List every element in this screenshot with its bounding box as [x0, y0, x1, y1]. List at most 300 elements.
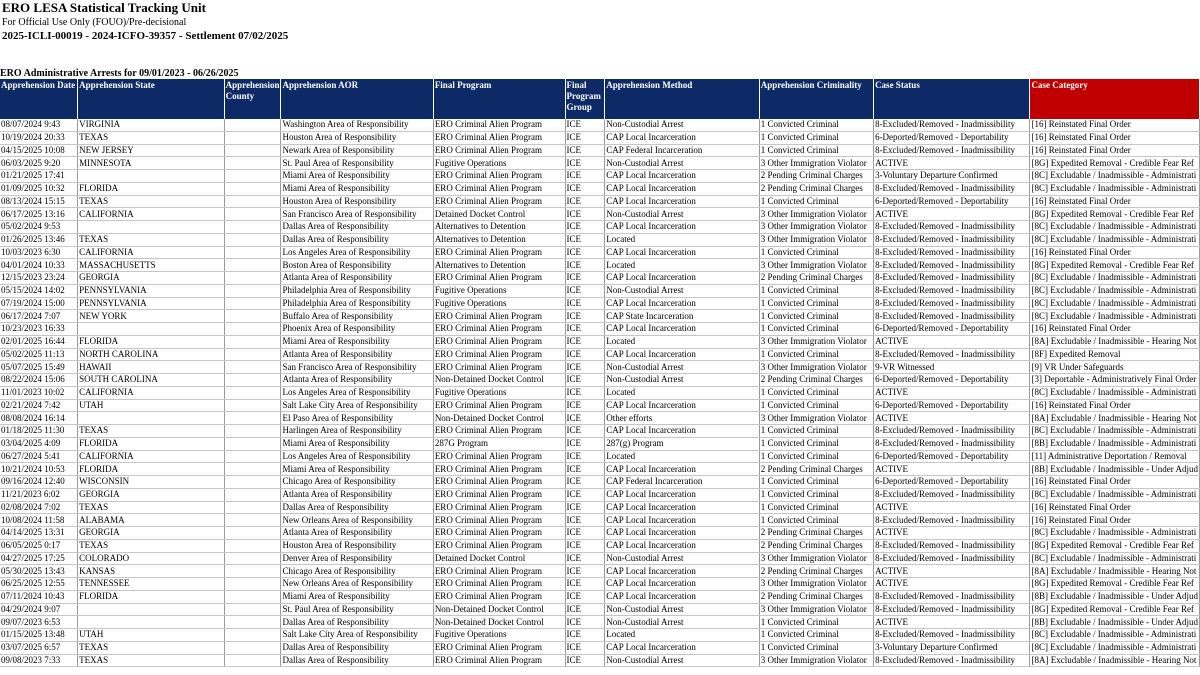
date-cell[interactable]: 09/07/2023 6:53	[0, 616, 78, 629]
county-cell[interactable]	[224, 425, 281, 438]
date-cell[interactable]: 01/09/2025 10:32	[0, 182, 78, 195]
table-row[interactable]	[0, 221, 1200, 234]
program-group-cell[interactable]: ICE	[565, 641, 605, 654]
program-group-cell[interactable]: ICE	[565, 450, 605, 463]
state-cell[interactable]: CALIFORNIA	[78, 386, 224, 399]
method-cell[interactable]: Located	[605, 450, 760, 463]
program-cell[interactable]: Detained Docket Control	[433, 208, 565, 221]
method-cell[interactable]: Located	[605, 233, 760, 246]
method-cell[interactable]: Non-Custodial Arrest	[605, 603, 760, 616]
program-cell[interactable]: ERO Criminal Alien Program	[433, 144, 565, 157]
program-cell[interactable]: Detained Docket Control	[433, 552, 565, 565]
state-cell[interactable]	[78, 221, 224, 234]
method-cell[interactable]: CAP Local Incarceration	[605, 514, 760, 527]
state-cell[interactable]: TEXAS	[78, 425, 224, 438]
program-cell[interactable]: ERO Criminal Alien Program	[433, 590, 565, 603]
program-cell[interactable]: ERO Criminal Alien Program	[433, 578, 565, 591]
aor-cell[interactable]: Washington Area of Responsibility	[281, 119, 433, 131]
aor-cell[interactable]: El Paso Area of Responsibility	[281, 412, 433, 425]
method-cell[interactable]: Non-Custodial Arrest	[605, 552, 760, 565]
criminality-cell[interactable]: 1 Convicted Criminal	[759, 450, 873, 463]
table-row[interactable]	[0, 514, 1200, 527]
category-cell[interactable]: [8A] Excludable / Inadmissible - Hearing Not	[1030, 335, 1200, 348]
program-cell[interactable]: ERO Criminal Alien Program	[433, 335, 565, 348]
date-cell[interactable]: 06/25/2025 12:55	[0, 578, 78, 591]
program-cell[interactable]: ERO Criminal Alien Program	[433, 527, 565, 540]
status-cell[interactable]: ACTIVE	[874, 527, 1030, 540]
category-cell[interactable]: [8C] Excludable / Inadmissible - Administrati	[1030, 641, 1200, 654]
county-cell[interactable]	[224, 476, 281, 489]
program-cell[interactable]: ERO Criminal Alien Program	[433, 348, 565, 361]
status-cell[interactable]: 8-Excluded/Removed - Inadmissibility	[874, 603, 1030, 616]
county-cell[interactable]	[224, 157, 281, 170]
date-cell[interactable]: 08/08/2024 16:14	[0, 412, 78, 425]
date-cell[interactable]: 01/21/2025 17:41	[0, 170, 78, 183]
county-cell[interactable]	[224, 565, 281, 578]
program-group-cell[interactable]: ICE	[565, 361, 605, 374]
criminality-cell[interactable]: 3 Other Immigration Violator	[759, 578, 873, 591]
date-cell[interactable]: 04/29/2024 9:07	[0, 603, 78, 616]
status-cell[interactable]: 6-Deported/Removed - Deportability	[874, 195, 1030, 208]
state-cell[interactable]: GEORGIA	[78, 488, 224, 501]
program-cell[interactable]: ERO Criminal Alien Program	[433, 450, 565, 463]
aor-cell[interactable]: Atlanta Area of Responsibility	[281, 348, 433, 361]
date-cell[interactable]: 07/19/2024 15:00	[0, 297, 78, 310]
date-cell[interactable]: 08/13/2024 15:15	[0, 195, 78, 208]
col-header-apprehension-criminality[interactable]: Apprehension Criminality	[759, 79, 873, 119]
status-cell[interactable]: 8-Excluded/Removed - Inadmissibility	[874, 246, 1030, 259]
state-cell[interactable]: TEXAS	[78, 233, 224, 246]
aor-cell[interactable]: Houston Area of Responsibility	[281, 195, 433, 208]
county-cell[interactable]	[224, 170, 281, 183]
date-cell[interactable]: 06/05/2025 0:17	[0, 539, 78, 552]
state-cell[interactable]: TENNESSEE	[78, 578, 224, 591]
state-cell[interactable]: FLORIDA	[78, 590, 224, 603]
aor-cell[interactable]: Boston Area of Responsibility	[281, 259, 433, 272]
aor-cell[interactable]: Atlanta Area of Responsibility	[281, 272, 433, 285]
criminality-cell[interactable]: 3 Other Immigration Violator	[759, 361, 873, 374]
county-cell[interactable]	[224, 629, 281, 642]
program-cell[interactable]: ERO Criminal Alien Program	[433, 361, 565, 374]
table-row[interactable]	[0, 488, 1200, 501]
criminality-cell[interactable]: 1 Convicted Criminal	[759, 297, 873, 310]
status-cell[interactable]: 8-Excluded/Removed - Inadmissibility	[874, 272, 1030, 285]
status-cell[interactable]: ACTIVE	[874, 565, 1030, 578]
table-row[interactable]	[0, 208, 1200, 221]
criminality-cell[interactable]: 2 Pending Criminal Charges	[759, 590, 873, 603]
method-cell[interactable]: CAP Federal Incarceration	[605, 144, 760, 157]
date-cell[interactable]: 10/23/2023 16:33	[0, 323, 78, 336]
criminality-cell[interactable]: 2 Pending Criminal Charges	[759, 374, 873, 387]
status-cell[interactable]: ACTIVE	[874, 208, 1030, 221]
method-cell[interactable]: 287(g) Program	[605, 437, 760, 450]
aor-cell[interactable]: Philadelphia Area of Responsibility	[281, 284, 433, 297]
program-group-cell[interactable]: ICE	[565, 386, 605, 399]
table-row[interactable]	[0, 590, 1200, 603]
criminality-cell[interactable]: 2 Pending Criminal Charges	[759, 170, 873, 183]
county-cell[interactable]	[224, 131, 281, 144]
criminality-cell[interactable]: 3 Other Immigration Violator	[759, 412, 873, 425]
state-cell[interactable]: TEXAS	[78, 641, 224, 654]
criminality-cell[interactable]: 1 Convicted Criminal	[759, 501, 873, 514]
status-cell[interactable]: 6-Deported/Removed - Deportability	[874, 450, 1030, 463]
program-group-cell[interactable]: ICE	[565, 374, 605, 387]
method-cell[interactable]: Non-Custodial Arrest	[605, 284, 760, 297]
criminality-cell[interactable]: 2 Pending Criminal Charges	[759, 182, 873, 195]
category-cell[interactable]: [8G] Expedited Removal - Credible Fear Ref	[1030, 539, 1200, 552]
status-cell[interactable]: 8-Excluded/Removed - Inadmissibility	[874, 590, 1030, 603]
table-row[interactable]	[0, 425, 1200, 438]
date-cell[interactable]: 08/22/2024 15:06	[0, 374, 78, 387]
table-row[interactable]	[0, 629, 1200, 642]
status-cell[interactable]: ACTIVE	[874, 616, 1030, 629]
status-cell[interactable]: 6-Deported/Removed - Deportability	[874, 476, 1030, 489]
aor-cell[interactable]: San Francisco Area of Responsibility	[281, 361, 433, 374]
program-group-cell[interactable]: ICE	[565, 488, 605, 501]
state-cell[interactable]: MINNESOTA	[78, 157, 224, 170]
method-cell[interactable]: CAP Local Incarceration	[605, 195, 760, 208]
method-cell[interactable]: CAP Local Incarceration	[605, 399, 760, 412]
method-cell[interactable]: CAP Local Incarceration	[605, 182, 760, 195]
program-cell[interactable]: ERO Criminal Alien Program	[433, 131, 565, 144]
status-cell[interactable]: 8-Excluded/Removed - Inadmissibility	[874, 654, 1030, 667]
status-cell[interactable]: 6-Deported/Removed - Deportability	[874, 374, 1030, 387]
category-cell[interactable]: [16] Reinstated Final Order	[1030, 399, 1200, 412]
state-cell[interactable]	[78, 412, 224, 425]
program-cell[interactable]: Fugitive Operations	[433, 284, 565, 297]
table-row[interactable]	[0, 450, 1200, 463]
status-cell[interactable]: ACTIVE	[874, 386, 1030, 399]
table-row[interactable]	[0, 119, 1200, 131]
method-cell[interactable]: CAP Local Incarceration	[605, 527, 760, 540]
program-cell[interactable]: Fugitive Operations	[433, 629, 565, 642]
county-cell[interactable]	[224, 233, 281, 246]
table-row[interactable]	[0, 501, 1200, 514]
criminality-cell[interactable]: 2 Pending Criminal Charges	[759, 463, 873, 476]
table-row[interactable]	[0, 565, 1200, 578]
method-cell[interactable]: CAP Local Incarceration	[605, 578, 760, 591]
program-cell[interactable]: 287G Program	[433, 437, 565, 450]
program-cell[interactable]: Alternatives to Detention	[433, 233, 565, 246]
table-row[interactable]	[0, 641, 1200, 654]
criminality-cell[interactable]: 1 Convicted Criminal	[759, 616, 873, 629]
state-cell[interactable]: TEXAS	[78, 501, 224, 514]
col-header-apprehension-aor[interactable]: Apprehension AOR	[281, 79, 433, 119]
category-cell[interactable]: [8C] Excludable / Inadmissible - Administrati	[1030, 552, 1200, 565]
county-cell[interactable]	[224, 182, 281, 195]
county-cell[interactable]	[224, 527, 281, 540]
program-cell[interactable]: ERO Criminal Alien Program	[433, 195, 565, 208]
status-cell[interactable]: 8-Excluded/Removed - Inadmissibility	[874, 425, 1030, 438]
category-cell[interactable]: [8G] Expedited Removal - Credible Fear Ref	[1030, 578, 1200, 591]
program-cell[interactable]: Fugitive Operations	[433, 386, 565, 399]
state-cell[interactable]: PENNSYLVANIA	[78, 284, 224, 297]
program-group-cell[interactable]: ICE	[565, 246, 605, 259]
table-row[interactable]	[0, 374, 1200, 387]
table-row[interactable]	[0, 463, 1200, 476]
state-cell[interactable]	[78, 170, 224, 183]
state-cell[interactable]: UTAH	[78, 399, 224, 412]
state-cell[interactable]: GEORGIA	[78, 527, 224, 540]
criminality-cell[interactable]: 3 Other Immigration Violator	[759, 654, 873, 667]
table-row[interactable]	[0, 386, 1200, 399]
program-group-cell[interactable]: ICE	[565, 221, 605, 234]
aor-cell[interactable]: Los Angeles Area of Responsibility	[281, 246, 433, 259]
table-row[interactable]	[0, 335, 1200, 348]
category-cell[interactable]: [16] Reinstated Final Order	[1030, 514, 1200, 527]
date-cell[interactable]: 06/17/2024 7:07	[0, 310, 78, 323]
state-cell[interactable]: PENNSYLVANIA	[78, 297, 224, 310]
program-group-cell[interactable]: ICE	[565, 259, 605, 272]
status-cell[interactable]: 6-Deported/Removed - Deportability	[874, 131, 1030, 144]
table-row[interactable]	[0, 323, 1200, 336]
state-cell[interactable]: FLORIDA	[78, 463, 224, 476]
status-cell[interactable]: 8-Excluded/Removed - Inadmissibility	[874, 539, 1030, 552]
program-group-cell[interactable]: ICE	[565, 412, 605, 425]
program-cell[interactable]: ERO Criminal Alien Program	[433, 565, 565, 578]
state-cell[interactable]: FLORIDA	[78, 437, 224, 450]
program-group-cell[interactable]: ICE	[565, 297, 605, 310]
program-cell[interactable]: Alternatives to Detention	[433, 259, 565, 272]
county-cell[interactable]	[224, 361, 281, 374]
county-cell[interactable]	[224, 590, 281, 603]
category-cell[interactable]: [8C] Excludable / Inadmissible - Administrati	[1030, 272, 1200, 285]
table-row[interactable]	[0, 539, 1200, 552]
aor-cell[interactable]: Atlanta Area of Responsibility	[281, 488, 433, 501]
category-cell[interactable]: [8C] Excludable / Inadmissible - Administrati	[1030, 425, 1200, 438]
state-cell[interactable]: CALIFORNIA	[78, 246, 224, 259]
status-cell[interactable]: 8-Excluded/Removed - Inadmissibility	[874, 221, 1030, 234]
state-cell[interactable]: TEXAS	[78, 654, 224, 667]
criminality-cell[interactable]: 1 Convicted Criminal	[759, 425, 873, 438]
aor-cell[interactable]: Miami Area of Responsibility	[281, 170, 433, 183]
program-group-cell[interactable]: ICE	[565, 144, 605, 157]
aor-cell[interactable]: Dallas Area of Responsibility	[281, 616, 433, 629]
program-group-cell[interactable]: ICE	[565, 578, 605, 591]
criminality-cell[interactable]: 3 Other Immigration Violator	[759, 157, 873, 170]
program-group-cell[interactable]: ICE	[565, 335, 605, 348]
county-cell[interactable]	[224, 297, 281, 310]
category-cell[interactable]: [16] Reinstated Final Order	[1030, 323, 1200, 336]
aor-cell[interactable]: Denver Area of Responsibility	[281, 552, 433, 565]
county-cell[interactable]	[224, 208, 281, 221]
table-row[interactable]	[0, 603, 1200, 616]
program-group-cell[interactable]: ICE	[565, 565, 605, 578]
county-cell[interactable]	[224, 119, 281, 131]
date-cell[interactable]: 04/14/2025 13:31	[0, 527, 78, 540]
state-cell[interactable]: TEXAS	[78, 539, 224, 552]
aor-cell[interactable]: Buffalo Area of Responsibility	[281, 310, 433, 323]
aor-cell[interactable]: Newark Area of Responsibility	[281, 144, 433, 157]
method-cell[interactable]: CAP Local Incarceration	[605, 272, 760, 285]
state-cell[interactable]: UTAH	[78, 629, 224, 642]
aor-cell[interactable]: Los Angeles Area of Responsibility	[281, 386, 433, 399]
program-group-cell[interactable]: ICE	[565, 654, 605, 667]
method-cell[interactable]: Located	[605, 259, 760, 272]
method-cell[interactable]: Non-Custodial Arrest	[605, 361, 760, 374]
program-cell[interactable]: ERO Criminal Alien Program	[433, 425, 565, 438]
method-cell[interactable]: Other efforts	[605, 412, 760, 425]
table-row[interactable]	[0, 131, 1200, 144]
method-cell[interactable]: CAP Local Incarceration	[605, 463, 760, 476]
criminality-cell[interactable]: 2 Pending Criminal Charges	[759, 565, 873, 578]
col-header-final-program-group[interactable]: Final Program Group	[565, 79, 605, 119]
date-cell[interactable]: 01/26/2025 13:46	[0, 233, 78, 246]
county-cell[interactable]	[224, 246, 281, 259]
date-cell[interactable]: 11/01/2023 10:02	[0, 386, 78, 399]
aor-cell[interactable]: Chicago Area of Responsibility	[281, 476, 433, 489]
criminality-cell[interactable]: 1 Convicted Criminal	[759, 476, 873, 489]
county-cell[interactable]	[224, 501, 281, 514]
state-cell[interactable]	[78, 323, 224, 336]
category-cell[interactable]: [11] Administrative Deportation / Removal	[1030, 450, 1200, 463]
county-cell[interactable]	[224, 616, 281, 629]
table-row[interactable]	[0, 310, 1200, 323]
category-cell[interactable]: [16] Reinstated Final Order	[1030, 144, 1200, 157]
county-cell[interactable]	[224, 463, 281, 476]
criminality-cell[interactable]: 1 Convicted Criminal	[759, 246, 873, 259]
program-group-cell[interactable]: ICE	[565, 348, 605, 361]
category-cell[interactable]: [16] Reinstated Final Order	[1030, 246, 1200, 259]
table-row[interactable]	[0, 259, 1200, 272]
category-cell[interactable]: [9] VR Under Safeguards	[1030, 361, 1200, 374]
state-cell[interactable]	[78, 616, 224, 629]
program-group-cell[interactable]: ICE	[565, 437, 605, 450]
criminality-cell[interactable]: 1 Convicted Criminal	[759, 399, 873, 412]
criminality-cell[interactable]: 1 Convicted Criminal	[759, 310, 873, 323]
status-cell[interactable]: 8-Excluded/Removed - Inadmissibility	[874, 233, 1030, 246]
aor-cell[interactable]: New Orleans Area of Responsibility	[281, 514, 433, 527]
program-cell[interactable]: ERO Criminal Alien Program	[433, 463, 565, 476]
col-header-case-status[interactable]: Case Status	[874, 79, 1030, 119]
method-cell[interactable]: CAP State Incarceration	[605, 310, 760, 323]
table-row[interactable]	[0, 246, 1200, 259]
county-cell[interactable]	[224, 450, 281, 463]
program-cell[interactable]: ERO Criminal Alien Program	[433, 182, 565, 195]
date-cell[interactable]: 05/15/2024 14:02	[0, 284, 78, 297]
criminality-cell[interactable]: 2 Pending Criminal Charges	[759, 527, 873, 540]
date-cell[interactable]: 03/04/2025 4:09	[0, 437, 78, 450]
state-cell[interactable]: KANSAS	[78, 565, 224, 578]
criminality-cell[interactable]: 1 Convicted Criminal	[759, 144, 873, 157]
aor-cell[interactable]: Salt Lake City Area of Responsibility	[281, 629, 433, 642]
program-cell[interactable]: ERO Criminal Alien Program	[433, 272, 565, 285]
program-cell[interactable]: ERO Criminal Alien Program	[433, 488, 565, 501]
status-cell[interactable]: ACTIVE	[874, 157, 1030, 170]
aor-cell[interactable]: St. Paul Area of Responsibility	[281, 603, 433, 616]
status-cell[interactable]: ACTIVE	[874, 501, 1030, 514]
program-cell[interactable]: ERO Criminal Alien Program	[433, 310, 565, 323]
county-cell[interactable]	[224, 335, 281, 348]
table-row[interactable]	[0, 170, 1200, 183]
date-cell[interactable]: 05/02/2025 11:13	[0, 348, 78, 361]
aor-cell[interactable]: Miami Area of Responsibility	[281, 335, 433, 348]
category-cell[interactable]: [16] Reinstated Final Order	[1030, 476, 1200, 489]
date-cell[interactable]: 02/01/2025 16:44	[0, 335, 78, 348]
category-cell[interactable]: [8C] Excludable / Inadmissible - Administrati	[1030, 488, 1200, 501]
program-cell[interactable]: Non-Detained Docket Control	[433, 412, 565, 425]
method-cell[interactable]: CAP Local Incarceration	[605, 246, 760, 259]
date-cell[interactable]: 11/21/2023 6:02	[0, 488, 78, 501]
status-cell[interactable]: ACTIVE	[874, 412, 1030, 425]
program-cell[interactable]: ERO Criminal Alien Program	[433, 119, 565, 131]
category-cell[interactable]: [8C] Excludable / Inadmissible - Administrati	[1030, 182, 1200, 195]
program-cell[interactable]: ERO Criminal Alien Program	[433, 399, 565, 412]
county-cell[interactable]	[224, 284, 281, 297]
program-group-cell[interactable]: ICE	[565, 208, 605, 221]
criminality-cell[interactable]: 3 Other Immigration Violator	[759, 208, 873, 221]
table-row[interactable]	[0, 654, 1200, 667]
aor-cell[interactable]: Dallas Area of Responsibility	[281, 501, 433, 514]
status-cell[interactable]: 8-Excluded/Removed - Inadmissibility	[874, 437, 1030, 450]
state-cell[interactable]: ALABAMA	[78, 514, 224, 527]
criminality-cell[interactable]: 2 Pending Criminal Charges	[759, 272, 873, 285]
county-cell[interactable]	[224, 399, 281, 412]
state-cell[interactable]: NEW YORK	[78, 310, 224, 323]
county-cell[interactable]	[224, 259, 281, 272]
date-cell[interactable]: 10/08/2024 11:58	[0, 514, 78, 527]
category-cell[interactable]: [8B] Excludable / Inadmissible - Under Adjud	[1031, 463, 1198, 474]
program-group-cell[interactable]: ICE	[565, 527, 605, 540]
method-cell[interactable]: CAP Local Incarceration	[605, 488, 760, 501]
county-cell[interactable]	[224, 514, 281, 527]
program-group-cell[interactable]: ICE	[565, 463, 605, 476]
program-group-cell[interactable]: ICE	[565, 552, 605, 565]
status-cell[interactable]: ACTIVE	[874, 335, 1030, 348]
program-group-cell[interactable]: ICE	[565, 323, 605, 336]
program-group-cell[interactable]: ICE	[565, 157, 605, 170]
status-cell[interactable]: 8-Excluded/Removed - Inadmissibility	[874, 297, 1030, 310]
status-cell[interactable]: 3-Voluntary Departure Confirmed	[874, 641, 1030, 654]
program-cell[interactable]: Alternatives to Detention	[433, 221, 565, 234]
program-group-cell[interactable]: ICE	[565, 616, 605, 629]
table-row[interactable]	[0, 157, 1200, 170]
state-cell[interactable]: NEW JERSEY	[78, 144, 224, 157]
status-cell[interactable]: 6-Deported/Removed - Deportability	[874, 399, 1030, 412]
program-group-cell[interactable]: ICE	[565, 170, 605, 183]
date-cell[interactable]: 03/07/2025 6:57	[0, 641, 78, 654]
table-row[interactable]	[0, 233, 1200, 246]
program-group-cell[interactable]: ICE	[565, 284, 605, 297]
category-cell[interactable]: [8C] Excludable / Inadmissible - Administrati	[1030, 297, 1200, 310]
state-cell[interactable]: GEORGIA	[78, 272, 224, 285]
program-group-cell[interactable]: ICE	[565, 539, 605, 552]
status-cell[interactable]: 8-Excluded/Removed - Inadmissibility	[874, 629, 1030, 642]
category-cell[interactable]: [8C] Excludable / Inadmissible - Administrati	[1030, 386, 1200, 399]
program-group-cell[interactable]: ICE	[565, 514, 605, 527]
state-cell[interactable]: WISCONSIN	[78, 476, 224, 489]
state-cell[interactable]: CALIFORNIA	[78, 208, 224, 221]
state-cell[interactable]: MASSACHUSETTS	[78, 259, 224, 272]
table-row[interactable]	[0, 182, 1200, 195]
aor-cell[interactable]: Dallas Area of Responsibility	[281, 641, 433, 654]
category-cell[interactable]: [8C] Excludable / Inadmissible - Administrati	[1030, 310, 1200, 323]
date-cell[interactable]: 08/07/2024 9:43	[0, 119, 78, 131]
criminality-cell[interactable]: 1 Convicted Criminal	[759, 119, 873, 131]
aor-cell[interactable]: Atlanta Area of Responsibility	[281, 527, 433, 540]
state-cell[interactable]: TEXAS	[78, 195, 224, 208]
status-cell[interactable]: 8-Excluded/Removed - Inadmissibility	[874, 259, 1030, 272]
status-cell[interactable]: ACTIVE	[874, 578, 1030, 591]
status-cell[interactable]: 8-Excluded/Removed - Inadmissibility	[874, 119, 1030, 131]
aor-cell[interactable]: Dallas Area of Responsibility	[281, 233, 433, 246]
date-cell[interactable]: 02/08/2024 7:02	[0, 501, 78, 514]
method-cell[interactable]: Non-Custodial Arrest	[605, 157, 760, 170]
program-group-cell[interactable]: ICE	[565, 399, 605, 412]
date-cell[interactable]: 06/03/2025 9:20	[0, 157, 78, 170]
program-group-cell[interactable]: ICE	[565, 131, 605, 144]
status-cell[interactable]: 8-Excluded/Removed - Inadmissibility	[874, 310, 1030, 323]
